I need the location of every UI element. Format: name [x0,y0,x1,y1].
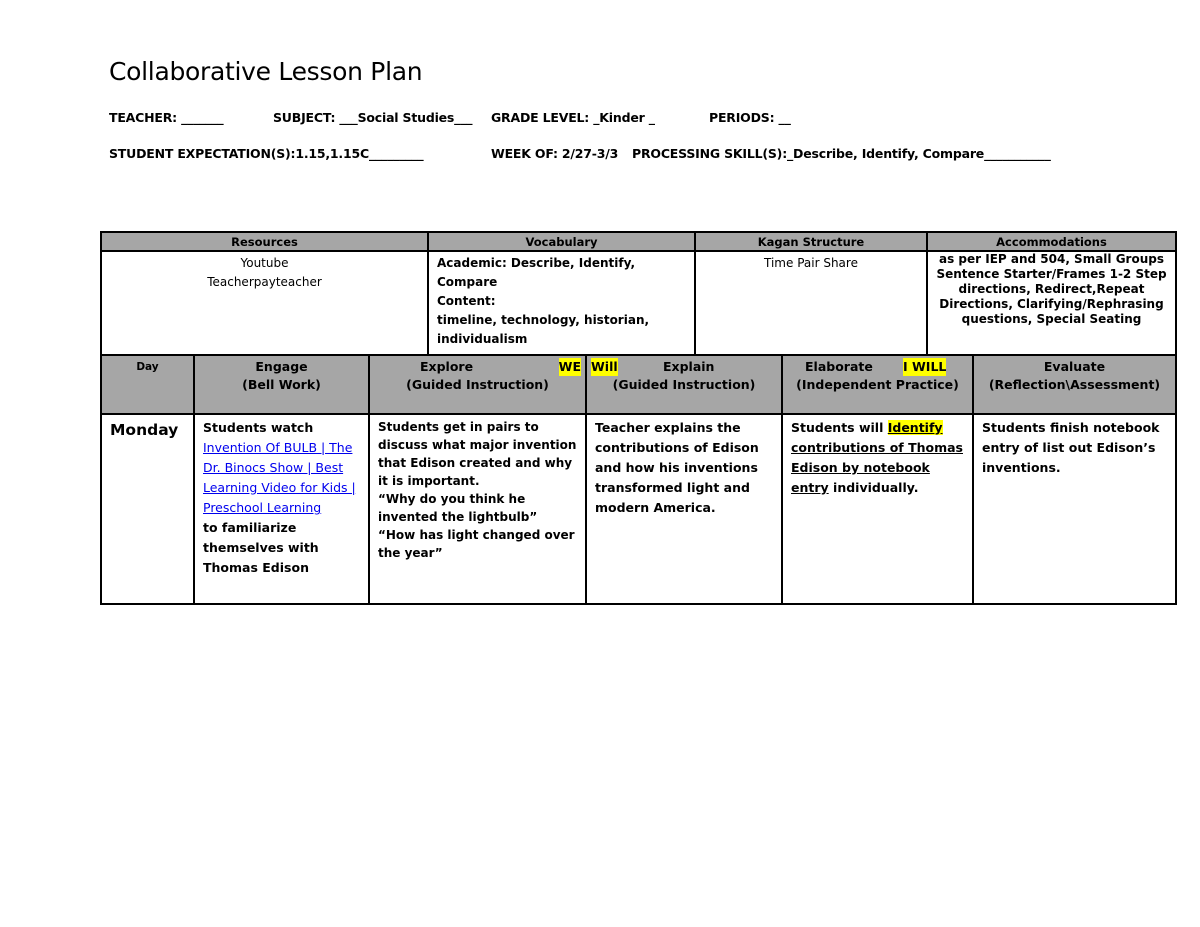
explore-header [369,355,586,414]
kagan-cell: Time Pair Share [695,251,927,355]
engage-text-pre: Students watch [203,420,314,435]
accommodations-header: Accommodations [927,232,1176,251]
engage-video-link[interactable]: Invention Of BULB | The Dr. Binocs Show | Best Learning Video for Kids | Preschool Learning [203,440,356,515]
lesson-table-header [101,355,1176,414]
document-title: Collaborative Lesson Plan [109,57,423,86]
explain-header [586,355,782,414]
elaborate-header-title: Elaborate [805,359,873,374]
elaborate-text-3: individually. [833,480,919,495]
elaborate-header-sub: (Independent Practice) [796,377,959,392]
resources-table [100,231,1177,356]
explore-text-1: Students get in pairs to discuss what major invention that Edison created and why it is important. [378,420,577,488]
explore-question-1: “Why do you think he invented the lightbulb” [378,492,538,524]
kagan-structure-header: Kagan Structure [695,232,927,251]
processing-skill-field: PROCESSING SKILL(S):_Describe, Identify, Compare___________ [632,146,1051,161]
lesson-table [100,354,1177,605]
explore-header-sub: (Guided Instruction) [406,377,549,392]
grade-level-field: GRADE LEVEL: _Kinder _ [491,110,655,125]
engage-header-sub: (Bell Work) [242,377,321,392]
day-cell: Monday [101,414,194,604]
evaluate-header-sub: (Reflection\Assessment) [988,377,1161,392]
subject-field: SUBJECT: ___Social Studies___ [273,110,473,125]
week-of-field: WEEK OF: 2/27-3/3 [491,146,619,161]
explain-header-title: Explain [663,359,715,374]
evaluate-header [973,355,1176,414]
vocabulary-content: timeline, technology, historian, individualism [437,313,650,346]
elaborate-text-1: Students will [791,420,884,435]
elaborate-text-2: contributions of Thomas Edison by notebook entry [791,440,963,495]
explore-header-title: Explore [420,359,474,374]
resources-table-row [101,251,1176,355]
vocabulary-academic: Academic: Describe, Identify, Compare [437,256,636,289]
explore-cell [369,414,586,604]
resource-item: Teacherpayteacher [207,275,322,289]
explain-header-top [591,358,777,376]
evaluate-cell: Students finish notebook entry of list out Edison’s inventions. [973,414,1176,604]
engage-header [194,355,369,414]
engage-cell [194,414,369,604]
evaluate-header-title: Evaluate [1043,359,1106,374]
resource-item: Youtube [240,256,289,270]
elaborate-header [782,355,973,414]
vocabulary-cell [428,251,695,355]
teacher-field: TEACHER: _______ [109,110,224,125]
day-header: Day [101,355,194,414]
explain-cell: Teacher explains the contributions of Edison and how his inventions transformed light and modern America. [586,414,782,604]
elaborate-identify-highlight: Identify [887,420,943,435]
engage-header-title: Engage [255,359,308,374]
engage-text-post: to familiarize themselves with Thomas Edison [203,520,319,575]
student-expectation-field: STUDENT EXPECTATION(S):1.15,1.15C_________ [109,146,424,161]
accommodations-cell: as per IEP and 504, Small Groups Sentence Starter/Frames 1-2 Step directions, Redirect,Repeat Directions, Clarifying/Rephrasing questions, Special Seating [927,251,1176,355]
elaborate-header-top [787,358,968,376]
resources-table-header [101,232,1176,251]
elaborate-cell [782,414,973,604]
vocabulary-header: Vocabulary [428,232,695,251]
explore-we-highlight: WE [558,359,581,374]
elaborate-iwill-highlight: I WILL [903,359,947,374]
meta-line-2 [109,146,1051,206]
vocabulary-content-label: Content: [437,294,496,308]
explore-question-2: “How has light changed over the year” [378,528,575,560]
resources-cell [101,251,428,355]
periods-field: PERIODS: __ [709,110,791,125]
resources-header: Resources [101,232,428,251]
explain-header-sub: (Guided Instruction) [612,377,756,392]
explore-header-top [374,358,581,376]
explain-will-highlight: Will [591,359,618,374]
lesson-row-monday [101,414,1176,604]
